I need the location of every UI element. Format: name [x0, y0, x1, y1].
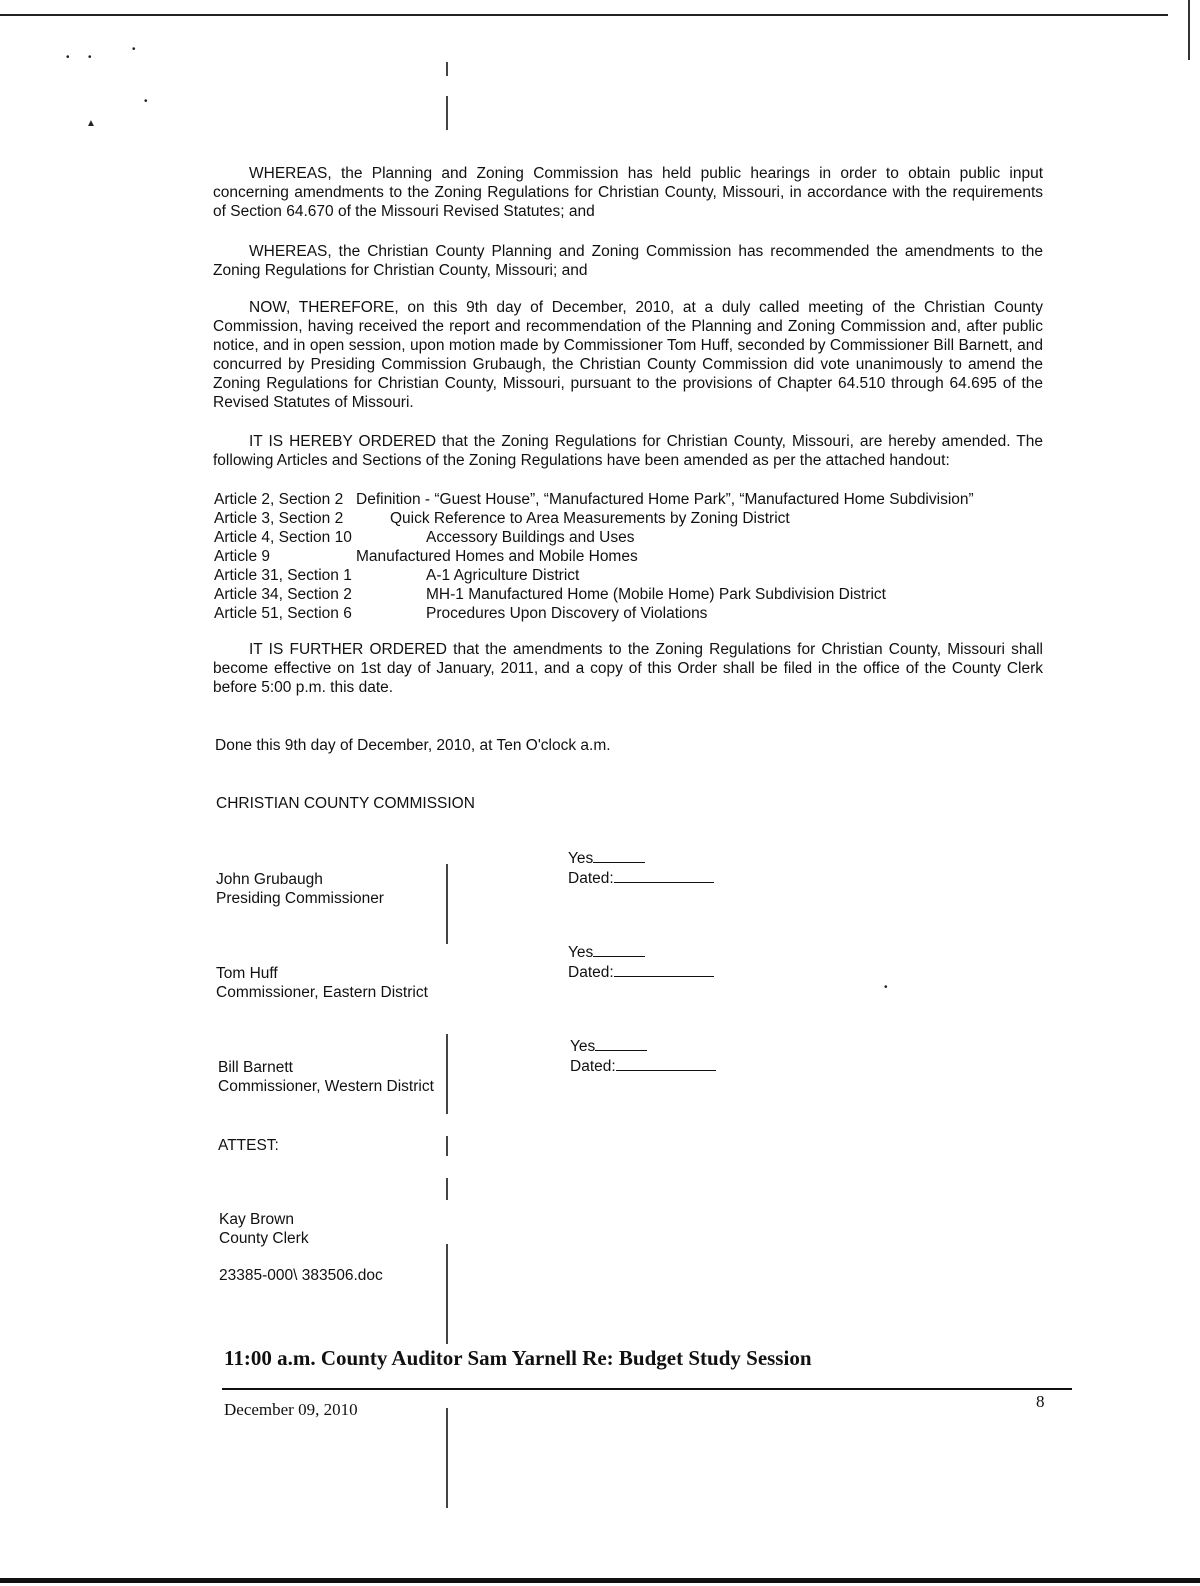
footer-rule — [222, 1388, 1072, 1390]
dated-blank — [616, 1056, 716, 1071]
signatory-title: Commissioner, Eastern District — [216, 984, 428, 1001]
dated-label: Dated: — [570, 1058, 616, 1075]
amendment-row — [214, 604, 1044, 623]
footer-date: December 09, 2010 — [224, 1400, 358, 1419]
amendment-row — [214, 566, 1044, 585]
document-page: • • • • ▲ • WHEREAS, the Planning and Zoning Commission has held public hearings in order to obtain public input concerning amendments to the Zoning Regulations for Christian County, Missouri, in accordance with the requirements of Section 64.670 of the Missouri Revised Statutes; and WHEREAS, the Christian County Planning and Zoning Commission has recommended the amendments to the Zoning Regulations for Christian County, Missouri; and NOW, THEREFORE, on this 9th day of December, 2010, at a duly called meeting of the Christian County Commission, having received the report and recommendation of the Planning and Zoning Commission and, after public notice, and in open session, upon motion made by Commissioner Tom Huff, seconded by Commissioner Bill Barnett, and concurred by Presiding Commission Grubaugh, the Christian County Commission did vote unanimously to amend the Zoning Regulations for Christian County, Missouri, pursuant to the provisions of Chapter 64.510 through 64.695 of the Revised Statutes of Missouri. IT IS HEREBY ORDERED that the Zoning Regulations for Christian County, Missouri, are hereby amended. The following Articles and Sections of the Zoning Regulations have been amended as per the attached handout: Article 2, Section 2 Definition - “Guest House”, “Manufactured Home Park”, “Manufactured Home Subdivision” Article 3, Section 2 Quick Reference to Area Measurements by Zoning District Article 4, Section 10 Accessory Buildings and Uses Article 9 Manufactured Homes and Mobile Homes Article 31, Section 1 A-1 Agriculture District Article 34, Section 2 MH-1 Manufactured Home (Mobile Home) Park Subdivision District Article 51, Section 6 Procedures Upon Discovery of Violations IT IS FURTHER ORDERED that the amendments to the Zoning Regulations for Christian County, Missouri shall become effective on 1st day of January, 2011, and a copy of this Order shall be filed in the office of the County Clerk before 5:00 p.m. this date. Done this 9th day of December, 2010, at Ten O'clock a.m. CHRISTIAN COUNTY COMMISSION John Grubaugh Presiding Commissioner Yes Dated: Tom Huff Commissioner, Eastern District Yes Dated: Bill Barnett Commissioner, Western District Yes Dated: ATTEST: Kay Brown County Clerk 23385-000\ 383506.doc 11:00 a.m. County Auditor Sam Yarnell Re: Budget Study Session December 09, 2010 8 — [0, 0, 1200, 1586]
amendment-article: Article 31, Section 1 — [214, 567, 352, 584]
vote-block-grubaugh — [568, 848, 714, 888]
signatory-title: Presiding Commissioner — [216, 890, 384, 907]
binder-mark — [446, 864, 448, 944]
clerk-name: Kay Brown — [219, 1211, 294, 1228]
signatory-name: Tom Huff — [216, 965, 278, 982]
yes-blank — [593, 942, 645, 957]
binder-mark — [446, 1244, 448, 1344]
clerk-title: County Clerk — [219, 1230, 309, 1247]
yes-label: Yes — [568, 944, 594, 961]
amendment-description: Accessory Buildings and Uses — [426, 529, 635, 546]
amendment-article: Article 34, Section 2 — [214, 586, 352, 603]
amendments-list — [214, 490, 1044, 623]
binder-mark — [446, 62, 448, 76]
commission-heading: CHRISTIAN COUNTY COMMISSION — [216, 795, 475, 812]
signatory-huff — [216, 964, 428, 1002]
page-number: 8 — [1036, 1392, 1045, 1411]
whereas-recommended-paragraph: WHEREAS, the Christian County Planning and Zoning Commission has recommended the amendments to the Zoning Regulations for Christian County, Missouri; and — [213, 243, 1043, 279]
amendment-description: Manufactured Homes and Mobile Homes — [356, 548, 638, 565]
dated-label: Dated: — [568, 964, 614, 981]
attest-label: ATTEST: — [218, 1137, 279, 1154]
binder-mark — [446, 1178, 448, 1200]
amendment-article: Article 51, Section 6 — [214, 605, 352, 622]
vote-block-barnett — [570, 1036, 716, 1076]
binder-mark — [446, 1034, 448, 1114]
binder-mark — [446, 1136, 448, 1156]
dated-blank — [614, 962, 714, 977]
yes-blank — [593, 848, 645, 863]
top-scan-border — [0, 14, 1168, 16]
amendment-description: MH-1 Manufactured Home (Mobile Home) Park Subdivision District — [426, 586, 886, 603]
document-reference: 23385-000\ 383506.doc — [219, 1267, 383, 1284]
signatory-name: John Grubaugh — [216, 871, 323, 888]
agenda-item-heading: 11:00 a.m. County Auditor Sam Yarnell Re: Budget Study Session — [224, 1346, 812, 1370]
bottom-scan-border — [0, 1578, 1200, 1583]
amendment-row — [214, 509, 1044, 528]
further-ordered-paragraph: IT IS FURTHER ORDERED that the amendments to the Zoning Regulations for Christian County, Missouri shall become effective on 1st day of January, 2011, and a copy of this Order shall be filed in the office of the County Clerk before 5:00 p.m. this date. — [213, 641, 1043, 696]
dated-label: Dated: — [568, 870, 614, 887]
amendment-description: Definition - “Guest House”, “Manufactured Home Park”, “Manufactured Home Subdivision” — [356, 491, 974, 508]
clerk-signature — [219, 1210, 309, 1248]
dated-blank — [614, 868, 714, 883]
now-therefore-paragraph: NOW, THEREFORE, on this 9th day of December, 2010, at a duly called meeting of the Christian County Commission, having received the report and recommendation of the Planning and Zoning Commission and, after public notice, and in open session, upon motion made by Commissioner Tom Huff, seconded by Commissioner Bill Barnett, and concurred by Presiding Commission Grubaugh, the Christian County Commission did vote unanimously to amend the Zoning Regulations for Christian County, Missouri, pursuant to the provisions of Chapter 64.510 through 64.695 of the Revised Statutes of Missouri. — [213, 299, 1043, 411]
yes-blank — [595, 1036, 647, 1051]
whereas-hearings-paragraph: WHEREAS, the Planning and Zoning Commission has held public hearings in order to obtain public input concerning amendments to the Zoning Regulations for Christian County, Missouri, in accordance with the requirements of Section 64.670 of the Missouri Revised Statutes; and — [213, 165, 1043, 220]
yes-label: Yes — [570, 1038, 596, 1055]
amendment-description: A-1 Agriculture District — [426, 567, 580, 584]
amendment-row — [214, 547, 1044, 566]
amendment-row — [214, 585, 1044, 604]
amendment-article: Article 3, Section 2 — [214, 510, 344, 527]
done-line: Done this 9th day of December, 2010, at Ten O'clock a.m. — [215, 737, 611, 754]
binder-mark — [446, 96, 448, 130]
hereby-ordered-paragraph: IT IS HEREBY ORDERED that the Zoning Regulations for Christian County, Missouri, are hereby amended. The following Articles and Sections of the Zoning Regulations have been amended as per the attached handout: — [213, 433, 1043, 469]
signatory-name: Bill Barnett — [218, 1059, 293, 1076]
signatory-grubaugh — [216, 870, 384, 908]
amendment-description: Procedures Upon Discovery of Violations — [426, 605, 708, 622]
amendment-article: Article 9 — [214, 548, 270, 565]
amendment-article: Article 2, Section 2 — [214, 491, 344, 508]
right-scan-edge — [1188, 0, 1190, 60]
amendment-row — [214, 528, 1044, 547]
amendment-article: Article 4, Section 10 — [214, 529, 352, 546]
amendment-description: Quick Reference to Area Measurements by Zoning District — [390, 510, 790, 527]
amendment-row — [214, 490, 1044, 509]
binder-mark — [446, 1408, 448, 1508]
signatory-title: Commissioner, Western District — [218, 1078, 434, 1095]
yes-label: Yes — [568, 850, 594, 867]
signatory-barnett — [218, 1058, 434, 1096]
vote-block-huff — [568, 942, 714, 982]
